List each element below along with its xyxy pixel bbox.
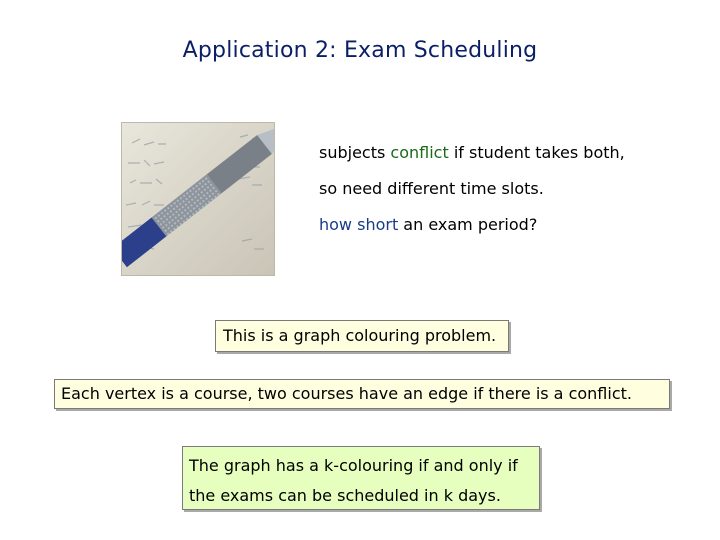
line3-suffix: an exam period?: [398, 215, 538, 234]
vertex-edge-definition-box: Each vertex is a course, two courses have an edge if there is a conflict.: [54, 379, 670, 409]
page-title: Application 2: Exam Scheduling: [182, 38, 538, 63]
line1-suffix: if student takes both,: [448, 143, 625, 162]
keyword-conflict: conflict: [390, 143, 449, 162]
exam-period-question: [319, 215, 537, 234]
keyword-how-short: how short: [319, 215, 399, 234]
pen-on-paper-icon: [122, 123, 274, 275]
k-colouring-theorem-box: [182, 446, 540, 510]
time-slots-sentence: so need different time slots.: [319, 179, 544, 198]
line1-prefix: subjects: [319, 143, 391, 162]
theorem-line-2: the exams can be scheduled in k days.: [189, 486, 501, 505]
conflict-sentence: [319, 143, 625, 162]
theorem-line-1: The graph has a k-colouring if and only if: [189, 456, 518, 475]
graph-colouring-box: This is a graph colouring problem.: [215, 320, 509, 352]
pen-photo: [121, 122, 275, 276]
